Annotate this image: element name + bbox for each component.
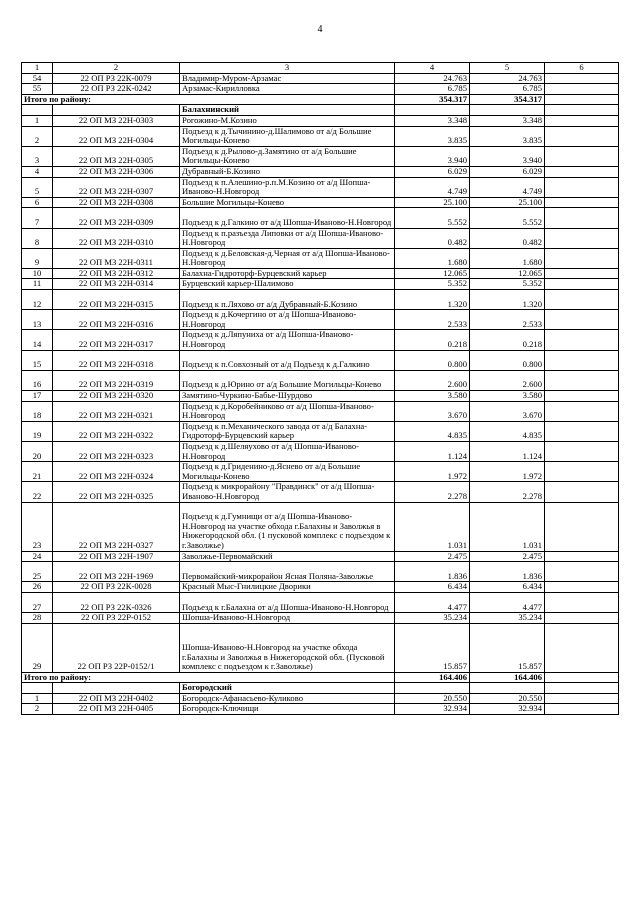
row-number: 3 — [22, 146, 53, 166]
empty-cell — [545, 551, 619, 562]
length-value: 25.100 — [470, 197, 545, 208]
district-total-row — [22, 672, 619, 683]
row-number: 1 — [22, 693, 53, 704]
road-code: 22 ОП МЗ 22Н-0316 — [53, 310, 180, 330]
row-number: 2 — [22, 126, 53, 146]
length-value: 2.475 — [470, 551, 545, 562]
length-value: 0.482 — [470, 228, 545, 248]
length-value: 2.278 — [470, 482, 545, 502]
length-value: 1.320 — [470, 290, 545, 310]
empty-cell — [545, 704, 619, 715]
empty-cell — [545, 279, 619, 290]
road-code: 22 ОП РЗ 22К-0242 — [53, 84, 180, 95]
district-name: Богородский — [180, 683, 395, 694]
row-number: 15 — [22, 350, 53, 370]
length-value: 25.100 — [395, 197, 470, 208]
table-row — [22, 482, 619, 502]
length-value: 32.934 — [470, 704, 545, 715]
road-code: 22 ОП МЗ 22Н-0325 — [53, 482, 180, 502]
row-number: 1 — [22, 115, 53, 126]
road-code: 22 ОП МЗ 22Н-0321 — [53, 401, 180, 421]
road-name: Подъезд к п.Механического завода от а/д Балахна-Гидроторф-Бурцевский карьер — [180, 421, 395, 441]
road-code: 22 ОП МЗ 22Н-1969 — [53, 562, 180, 582]
length-value: 2.475 — [395, 551, 470, 562]
length-value: 0.218 — [470, 330, 545, 350]
table-row — [22, 693, 619, 704]
empty-cell — [545, 693, 619, 704]
road-name: Подъезд к п.Алешино-р.п.М.Козино от а/д Шопша-Иваново-Н.Новгород — [180, 177, 395, 197]
roads-table-body — [22, 63, 619, 715]
road-code: 22 ОП МЗ 22Н-0319 — [53, 370, 180, 390]
empty-cell — [22, 105, 53, 116]
road-name: Замятино-Чуркино-Бабье-Шурдово — [180, 391, 395, 402]
length-value: 3.940 — [395, 146, 470, 166]
length-value: 1.320 — [395, 290, 470, 310]
empty-cell — [545, 623, 619, 672]
length-value: 5.352 — [395, 279, 470, 290]
empty-cell — [545, 592, 619, 612]
length-value: 20.550 — [470, 693, 545, 704]
road-name: Подъезд к п.Ляхово от а/д Дубравный-Б.Козино — [180, 290, 395, 310]
row-number: 28 — [22, 613, 53, 624]
empty-cell — [545, 441, 619, 461]
table-row — [22, 126, 619, 146]
table-row — [22, 391, 619, 402]
table-row — [22, 462, 619, 482]
empty-cell — [545, 73, 619, 84]
header-cell: 1 — [22, 63, 53, 74]
length-value: 6.434 — [395, 582, 470, 593]
row-number: 25 — [22, 562, 53, 582]
empty-cell — [545, 672, 619, 683]
road-name: Дубравный-Б.Козино — [180, 166, 395, 177]
road-code: 22 ОП РЗ 22К-0079 — [53, 73, 180, 84]
empty-cell — [545, 126, 619, 146]
length-value: 4.477 — [470, 592, 545, 612]
length-value: 12.065 — [470, 268, 545, 279]
length-value: 3.940 — [470, 146, 545, 166]
table-row — [22, 279, 619, 290]
length-value: 3.835 — [470, 126, 545, 146]
table-row — [22, 613, 619, 624]
road-name: Подъезд к д.Беловская-д.Черная от а/д Шопша-Иваново-Н.Новгород — [180, 248, 395, 268]
row-number: 9 — [22, 248, 53, 268]
row-number: 29 — [22, 623, 53, 672]
length-value: 15.857 — [470, 623, 545, 672]
table-row — [22, 441, 619, 461]
road-name: Подъезд к микрорайону "Правдинск" от а/д Шопша-Иваново-Н.Новгород — [180, 482, 395, 502]
row-number: 8 — [22, 228, 53, 248]
length-value: 1.972 — [470, 462, 545, 482]
road-code: 22 ОП МЗ 22Н-0304 — [53, 126, 180, 146]
road-name: Балахна-Гидроторф-Бурцевский карьер — [180, 268, 395, 279]
length-value: 6.785 — [470, 84, 545, 95]
road-code: 22 ОП РЗ 22Р-0152 — [53, 613, 180, 624]
table-row — [22, 401, 619, 421]
empty-cell — [545, 166, 619, 177]
length-value: 2.278 — [395, 482, 470, 502]
district-header-row — [22, 683, 619, 694]
row-number: 11 — [22, 279, 53, 290]
table-row — [22, 290, 619, 310]
empty-cell — [545, 268, 619, 279]
road-name: Подъезд к д.Шеляухово от а/д Шопша-Иваново-Н.Новгород — [180, 441, 395, 461]
empty-cell — [545, 105, 619, 116]
length-value: 24.763 — [470, 73, 545, 84]
row-number: 7 — [22, 208, 53, 228]
length-value: 4.477 — [395, 592, 470, 612]
road-code: 22 ОП МЗ 22Н-0308 — [53, 197, 180, 208]
row-number: 16 — [22, 370, 53, 390]
row-number: 12 — [22, 290, 53, 310]
length-value: 2.600 — [470, 370, 545, 390]
length-value: 1.680 — [470, 248, 545, 268]
header-cell: 2 — [53, 63, 180, 74]
road-name: Красный Мыс-Гнилицкие Дворики — [180, 582, 395, 593]
empty-cell — [545, 482, 619, 502]
empty-cell — [545, 421, 619, 441]
length-value: 3.348 — [470, 115, 545, 126]
empty-cell — [545, 391, 619, 402]
page-number: 4 — [317, 24, 323, 35]
length-value: 4.749 — [470, 177, 545, 197]
road-code: 22 ОП РЗ 22К-0326 — [53, 592, 180, 612]
length-value: 2.533 — [395, 310, 470, 330]
row-number: 24 — [22, 551, 53, 562]
road-code: 22 ОП МЗ 22Н-0317 — [53, 330, 180, 350]
empty-cell — [545, 94, 619, 105]
row-number: 22 — [22, 482, 53, 502]
length-value: 15.857 — [395, 623, 470, 672]
road-code: 22 ОП МЗ 22Н-0305 — [53, 146, 180, 166]
road-name: Заволжье-Первомайский — [180, 551, 395, 562]
table-row — [22, 73, 619, 84]
road-code: 22 ОП МЗ 22Н-0314 — [53, 279, 180, 290]
table-row — [22, 502, 619, 551]
table-row — [22, 208, 619, 228]
table-row — [22, 421, 619, 441]
length-value: 1.124 — [470, 441, 545, 461]
table-row — [22, 551, 619, 562]
length-value: 5.552 — [470, 208, 545, 228]
empty-cell — [545, 401, 619, 421]
empty-cell — [53, 683, 180, 694]
road-code: 22 ОП МЗ 22Н-0327 — [53, 502, 180, 551]
table-row — [22, 350, 619, 370]
total-label: Итого по району: — [22, 94, 395, 105]
road-name: Подъезд к д.Кочергино от а/д Шопша-Иваново-Н.Новгород — [180, 310, 395, 330]
length-value: 1.031 — [395, 502, 470, 551]
road-name: Арзамас-Кирилловка — [180, 84, 395, 95]
empty-cell — [545, 290, 619, 310]
road-code: 22 ОП МЗ 22Н-0306 — [53, 166, 180, 177]
length-value: 1.031 — [470, 502, 545, 551]
total-value: 164.406 — [470, 672, 545, 683]
road-name: Бурцевский карьер-Шалимово — [180, 279, 395, 290]
district-header-row — [22, 105, 619, 116]
road-name: Большие Могильцы-Конево — [180, 197, 395, 208]
length-value: 4.835 — [470, 421, 545, 441]
row-number: 14 — [22, 330, 53, 350]
length-value: 4.835 — [395, 421, 470, 441]
road-code: 22 ОП МЗ 22Н-0315 — [53, 290, 180, 310]
total-label: Итого по району: — [22, 672, 395, 683]
length-value: 0.800 — [395, 350, 470, 370]
road-name: Подъезд к д.Рылово-д.Замятино от а/д Большие Могильцы-Конево — [180, 146, 395, 166]
road-name: Шопша-Иваново-Н.Новгород — [180, 613, 395, 624]
empty-cell — [545, 613, 619, 624]
table-row — [22, 268, 619, 279]
table-row — [22, 84, 619, 95]
road-name: Владимир-Муром-Арзамас — [180, 73, 395, 84]
row-number: 18 — [22, 401, 53, 421]
length-value: 0.800 — [470, 350, 545, 370]
row-number: 19 — [22, 421, 53, 441]
empty-cell — [545, 208, 619, 228]
length-value: 6.029 — [470, 166, 545, 177]
road-code: 22 ОП МЗ 22Н-0311 — [53, 248, 180, 268]
road-code: 22 ОП РЗ 22Р-0152/1 — [53, 623, 180, 672]
road-code: 22 ОП РЗ 22К-0028 — [53, 582, 180, 593]
road-name: Богородск-Ключищи — [180, 704, 395, 715]
road-code: 22 ОП МЗ 22Н-0310 — [53, 228, 180, 248]
length-value: 2.600 — [395, 370, 470, 390]
road-name: Подъезд к д.Коробейниково от а/д Шопша-Иваново-Н.Новгород — [180, 401, 395, 421]
road-name: Подъезд к д.Галкино от а/д Шопша-Иваново-Н.Новгород — [180, 208, 395, 228]
length-value: 4.749 — [395, 177, 470, 197]
road-code: 22 ОП МЗ 22Н-0323 — [53, 441, 180, 461]
length-value: 6.434 — [470, 582, 545, 593]
length-value: 3.835 — [395, 126, 470, 146]
table-row — [22, 330, 619, 350]
empty-cell — [545, 330, 619, 350]
table-row — [22, 562, 619, 582]
road-name: Богородск-Афанасьево-Куликово — [180, 693, 395, 704]
empty-cell — [545, 370, 619, 390]
length-value: 3.580 — [395, 391, 470, 402]
length-value: 3.348 — [395, 115, 470, 126]
road-code: 22 ОП МЗ 22Н-1907 — [53, 551, 180, 562]
empty-cell — [470, 683, 545, 694]
road-name: Подъезд к д.Гумнищи от а/д Шопша-Иваново-Н.Новгород на участке обхода г.Балахны и Заволжья в Нижегородской обл. (1 пусковой комплекс с подъездом к г.Заволжье) — [180, 502, 395, 551]
length-value: 5.552 — [395, 208, 470, 228]
row-number: 5 — [22, 177, 53, 197]
empty-cell — [545, 197, 619, 208]
road-code: 22 ОП МЗ 22Н-0320 — [53, 391, 180, 402]
empty-cell — [545, 84, 619, 95]
length-value: 5.352 — [470, 279, 545, 290]
empty-cell — [395, 683, 470, 694]
row-number: 55 — [22, 84, 53, 95]
empty-cell — [545, 462, 619, 482]
table-row — [22, 582, 619, 593]
header-cell: 4 — [395, 63, 470, 74]
empty-cell — [545, 177, 619, 197]
length-value: 35.234 — [470, 613, 545, 624]
empty-cell — [53, 105, 180, 116]
row-number: 20 — [22, 441, 53, 461]
row-number: 13 — [22, 310, 53, 330]
table-row — [22, 310, 619, 330]
empty-cell — [545, 582, 619, 593]
total-value: 164.406 — [395, 672, 470, 683]
row-number: 17 — [22, 391, 53, 402]
header-cell: 3 — [180, 63, 395, 74]
table-header-row — [22, 63, 619, 74]
roads-table — [21, 62, 619, 715]
road-name: Подъезд к д.Ляпуниха от а/д Шопша-Иваново-Н.Новгород — [180, 330, 395, 350]
empty-cell — [545, 310, 619, 330]
table-row — [22, 248, 619, 268]
road-code: 22 ОП МЗ 22Н-0324 — [53, 462, 180, 482]
length-value: 20.550 — [395, 693, 470, 704]
district-name: Балахнинский — [180, 105, 395, 116]
length-value: 1.836 — [395, 562, 470, 582]
length-value: 3.670 — [395, 401, 470, 421]
table-row — [22, 197, 619, 208]
length-value: 12.065 — [395, 268, 470, 279]
total-value: 354.317 — [395, 94, 470, 105]
road-name: Подъезд к д.Тычинино-д.Шалимово от а/д Большие Могильцы-Конево — [180, 126, 395, 146]
table-row — [22, 228, 619, 248]
length-value: 3.580 — [470, 391, 545, 402]
table-row — [22, 115, 619, 126]
length-value: 1.680 — [395, 248, 470, 268]
table-row — [22, 592, 619, 612]
length-value: 0.218 — [395, 330, 470, 350]
row-number: 54 — [22, 73, 53, 84]
length-value: 1.972 — [395, 462, 470, 482]
length-value: 24.763 — [395, 73, 470, 84]
road-code: 22 ОП МЗ 22Н-0307 — [53, 177, 180, 197]
row-number: 23 — [22, 502, 53, 551]
empty-cell — [545, 115, 619, 126]
road-name: Первомайский-микрорайон Ясная Поляна-Заволжье — [180, 562, 395, 582]
row-number: 6 — [22, 197, 53, 208]
length-value: 1.124 — [395, 441, 470, 461]
road-name: Подъезд к п.разъезда Липовки от а/д Шопша-Иваново-Н.Новгород — [180, 228, 395, 248]
length-value: 1.836 — [470, 562, 545, 582]
empty-cell — [545, 502, 619, 551]
length-value: 35.234 — [395, 613, 470, 624]
row-number: 10 — [22, 268, 53, 279]
empty-cell — [395, 105, 470, 116]
road-code: 22 ОП МЗ 22Н-0402 — [53, 693, 180, 704]
row-number: 26 — [22, 582, 53, 593]
length-value: 6.785 — [395, 84, 470, 95]
road-code: 22 ОП МЗ 22Н-0303 — [53, 115, 180, 126]
empty-cell — [545, 683, 619, 694]
empty-cell — [545, 248, 619, 268]
road-code: 22 ОП МЗ 22Н-0318 — [53, 350, 180, 370]
table-row — [22, 177, 619, 197]
road-code: 22 ОП МЗ 22Н-0312 — [53, 268, 180, 279]
table-row — [22, 166, 619, 177]
road-code: 22 ОП МЗ 22Н-0322 — [53, 421, 180, 441]
road-name: Рогожино-М.Козино — [180, 115, 395, 126]
empty-cell — [22, 683, 53, 694]
table-row — [22, 704, 619, 715]
empty-cell — [545, 228, 619, 248]
length-value: 0.482 — [395, 228, 470, 248]
header-cell: 5 — [470, 63, 545, 74]
total-value: 354.317 — [470, 94, 545, 105]
length-value: 2.533 — [470, 310, 545, 330]
road-name: Шопша-Иваново-Н.Новгород на участке обхода г.Балахны и Заволжья в Нижегородской обл. (Пусковой комплекс с подъездом к г.Заволжье) — [180, 623, 395, 672]
empty-cell — [545, 562, 619, 582]
table-row — [22, 146, 619, 166]
row-number: 2 — [22, 704, 53, 715]
length-value: 32.934 — [395, 704, 470, 715]
row-number: 21 — [22, 462, 53, 482]
district-total-row — [22, 94, 619, 105]
road-name: Подъезд к д.Гриденино-д.Яснево от а/д Большие Могильцы-Конево — [180, 462, 395, 482]
header-cell: 6 — [545, 63, 619, 74]
row-number: 4 — [22, 166, 53, 177]
length-value: 6.029 — [395, 166, 470, 177]
empty-cell — [470, 105, 545, 116]
row-number: 27 — [22, 592, 53, 612]
road-code: 22 ОП МЗ 22Н-0405 — [53, 704, 180, 715]
table-row — [22, 623, 619, 672]
road-name: Подъезд к д.Юрино от а/д Большие Могильцы-Конево — [180, 370, 395, 390]
empty-cell — [545, 350, 619, 370]
empty-cell — [545, 146, 619, 166]
road-code: 22 ОП МЗ 22Н-0309 — [53, 208, 180, 228]
table-row — [22, 370, 619, 390]
length-value: 3.670 — [470, 401, 545, 421]
road-name: Подъезд к г.Балахна от а/д Шопша-Иваново-Н.Новгород — [180, 592, 395, 612]
road-name: Подъезд к п.Совхозный от а/д Подъезд к д.Галкино — [180, 350, 395, 370]
